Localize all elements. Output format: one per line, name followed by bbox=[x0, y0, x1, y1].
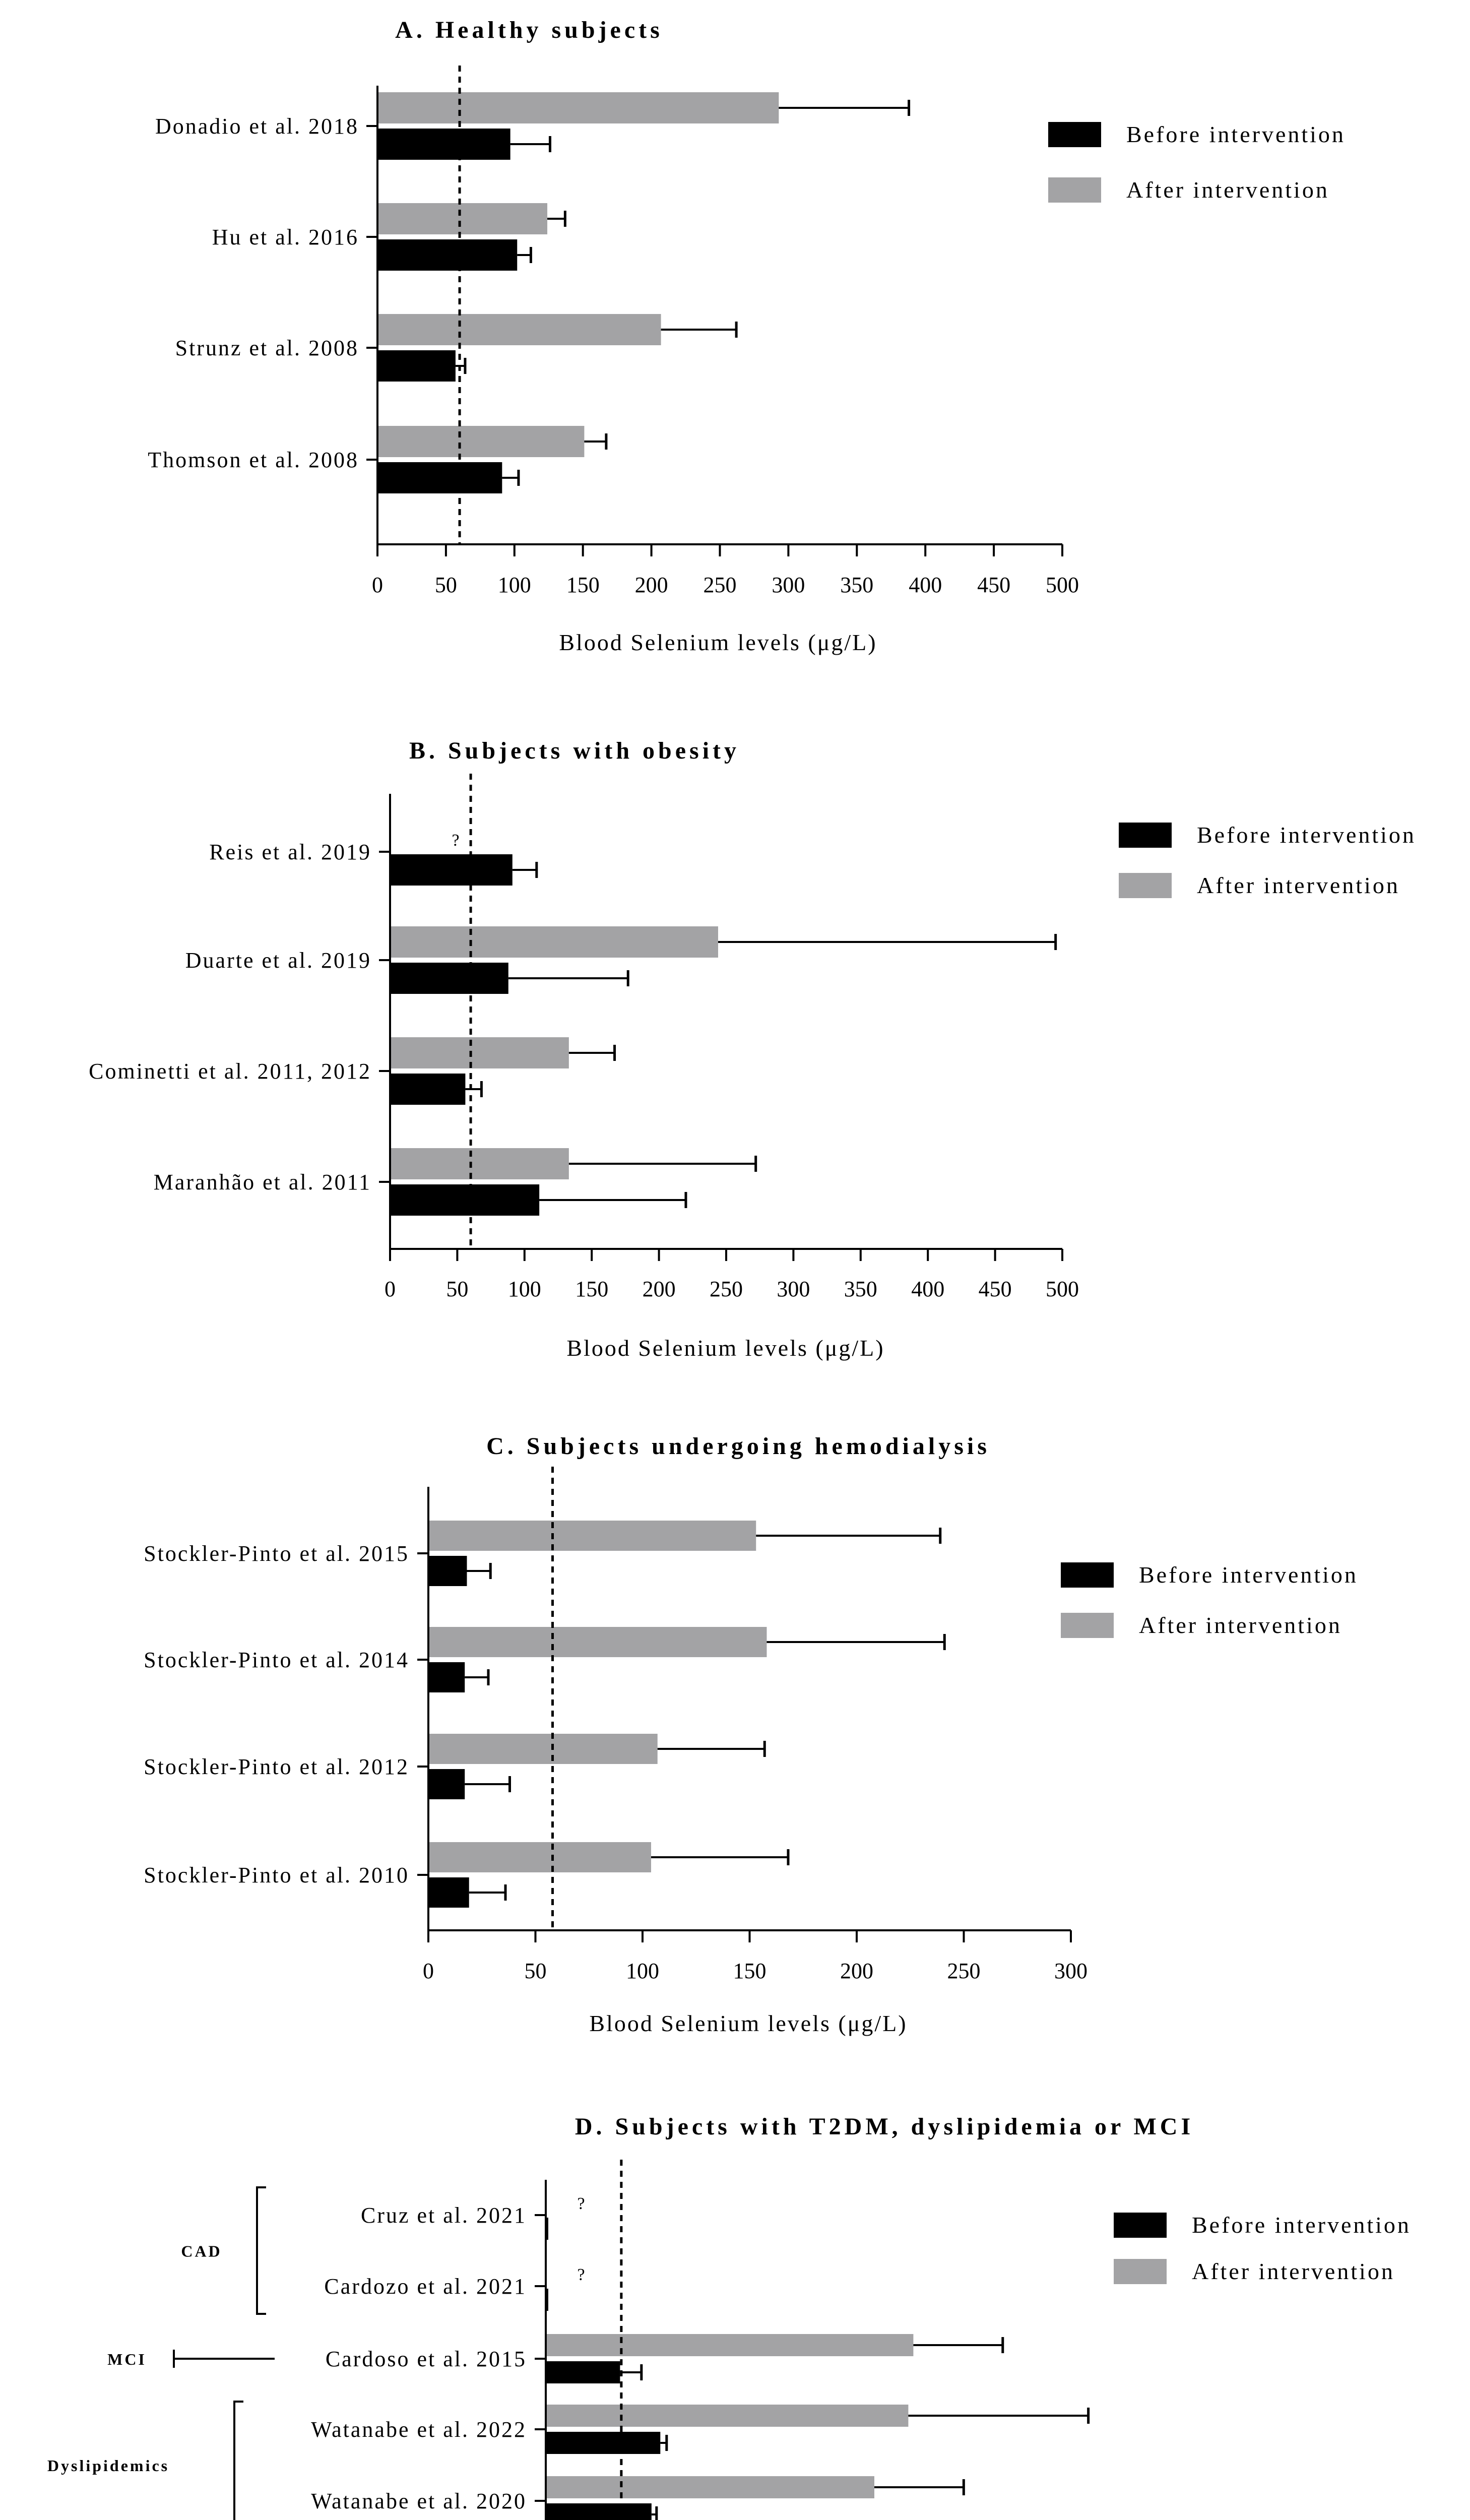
legend-label: After intervention bbox=[1197, 872, 1400, 898]
bar-before-intervention bbox=[428, 1662, 465, 1692]
group-label: CAD bbox=[181, 2242, 222, 2260]
legend-swatch-before bbox=[1114, 2213, 1167, 2238]
category-label: Cardoso et al. 2015 bbox=[325, 2347, 527, 2371]
category-label: Reis et al. 2019 bbox=[209, 840, 371, 864]
bar-before-intervention bbox=[390, 854, 513, 886]
x-tick-label: 350 bbox=[840, 573, 874, 597]
legend-label: Before intervention bbox=[1139, 1562, 1358, 1588]
x-tick-label: 400 bbox=[911, 1277, 945, 1301]
x-tick-label: 400 bbox=[909, 573, 942, 597]
bar-after-intervention bbox=[428, 1734, 658, 1764]
x-tick-label: 500 bbox=[1046, 1277, 1079, 1301]
bar-before-intervention bbox=[546, 2432, 660, 2454]
category-label: Watanabe et al. 2020 bbox=[311, 2489, 527, 2513]
legend-label: After intervention bbox=[1126, 177, 1329, 203]
legend-label: After intervention bbox=[1139, 1612, 1342, 1638]
category-label: Duarte et al. 2019 bbox=[185, 948, 371, 973]
category-label: Strunz et al. 2008 bbox=[175, 336, 359, 360]
x-tick-label: 0 bbox=[385, 1277, 396, 1301]
x-axis-label: Blood Selenium levels (μg/L) bbox=[589, 2010, 908, 2036]
chart-title: A. Healthy subjects bbox=[395, 17, 663, 43]
x-tick-label: 500 bbox=[1046, 573, 1079, 597]
bar-after-intervention bbox=[428, 1521, 756, 1551]
x-tick-label: 300 bbox=[777, 1277, 810, 1301]
bar-before-intervention bbox=[428, 1556, 467, 1586]
legend-swatch-after bbox=[1119, 873, 1172, 898]
bar-before-intervention bbox=[377, 129, 510, 160]
bar-before-intervention bbox=[390, 963, 508, 994]
group-bracket bbox=[234, 2402, 243, 2520]
legend-swatch-before bbox=[1119, 823, 1172, 848]
category-label: Cardozo et al. 2021 bbox=[324, 2274, 527, 2299]
bar-before-intervention bbox=[428, 1877, 469, 1908]
bar-after-intervention bbox=[390, 1148, 569, 1179]
group-label: Dyslipidemics bbox=[47, 2456, 170, 2475]
legend-swatch-before bbox=[1061, 1562, 1114, 1588]
bar-after-intervention bbox=[546, 2405, 908, 2427]
category-label: Cominetti et al. 2011, 2012 bbox=[89, 1059, 371, 1084]
x-tick-label: 50 bbox=[446, 1277, 469, 1301]
bar-before-intervention bbox=[546, 2361, 620, 2383]
category-label: Stockler-Pinto et al. 2010 bbox=[144, 1863, 409, 1887]
legend-label: Before intervention bbox=[1197, 822, 1416, 848]
chart-panel-a bbox=[148, 17, 1346, 655]
x-tick-label: 200 bbox=[642, 1277, 676, 1301]
bar-after-intervention bbox=[546, 2476, 874, 2498]
chart-panel-c bbox=[144, 1433, 1358, 2036]
bar-before-intervention bbox=[377, 239, 517, 271]
x-tick-label: 250 bbox=[703, 573, 737, 597]
legend-swatch-before bbox=[1048, 122, 1101, 147]
category-label: Stockler-Pinto et al. 2012 bbox=[144, 1754, 409, 1779]
x-tick-label: 50 bbox=[434, 573, 457, 597]
bar-after-intervention bbox=[377, 203, 547, 234]
x-tick-label: 100 bbox=[497, 573, 531, 597]
x-tick-label: 200 bbox=[634, 573, 668, 597]
x-tick-label: 50 bbox=[524, 1959, 547, 1983]
x-tick-label: 150 bbox=[566, 573, 600, 597]
category-label: Hu et al. 2016 bbox=[212, 225, 359, 249]
category-label: Thomson et al. 2008 bbox=[148, 448, 359, 472]
x-axis-label: Blood Selenium levels (μg/L) bbox=[566, 1335, 885, 1361]
legend-label: After intervention bbox=[1192, 2258, 1395, 2284]
bar-after-intervention bbox=[390, 926, 718, 958]
bar-after-intervention bbox=[377, 426, 584, 457]
bar-after-intervention bbox=[428, 1627, 767, 1657]
group-bracket bbox=[257, 2187, 266, 2314]
x-tick-label: 250 bbox=[710, 1277, 743, 1301]
category-label: Watanabe et al. 2022 bbox=[311, 2417, 527, 2442]
category-label: Maranhão et al. 2011 bbox=[153, 1170, 371, 1194]
x-tick-label: 450 bbox=[978, 1277, 1012, 1301]
legend-swatch-after bbox=[1114, 2259, 1167, 2284]
missing-value-annotation: ? bbox=[452, 831, 460, 850]
chart-panel-b bbox=[89, 737, 1416, 1361]
bar-before-intervention bbox=[546, 2503, 652, 2520]
x-axis-label: Blood Selenium levels (μg/L) bbox=[559, 629, 877, 655]
group-label: MCI bbox=[107, 2350, 147, 2368]
chart-title: B. Subjects with obesity bbox=[409, 737, 740, 764]
legend-label: Before intervention bbox=[1126, 121, 1346, 147]
bar-before-intervention bbox=[377, 350, 456, 382]
x-tick-label: 200 bbox=[840, 1959, 873, 1983]
missing-value-annotation: ? bbox=[577, 2194, 585, 2213]
x-tick-label: 450 bbox=[977, 573, 1011, 597]
bar-after-intervention bbox=[390, 1037, 569, 1068]
category-label: Stockler-Pinto et al. 2014 bbox=[144, 1648, 409, 1672]
chart-title: D. Subjects with T2DM, dyslipidemia or MCI bbox=[574, 2113, 1194, 2140]
x-tick-label: 350 bbox=[844, 1277, 877, 1301]
x-tick-label: 100 bbox=[626, 1959, 659, 1983]
chart-panel-d bbox=[47, 2113, 1411, 2520]
chart-title: C. Subjects undergoing hemodialysis bbox=[486, 1433, 990, 1460]
category-label: Stockler-Pinto et al. 2015 bbox=[144, 1541, 409, 1566]
x-tick-label: 250 bbox=[947, 1959, 981, 1983]
bar-after-intervention bbox=[546, 2334, 913, 2356]
legend-swatch-after bbox=[1048, 177, 1101, 203]
x-tick-label: 0 bbox=[372, 573, 383, 597]
bar-after-intervention bbox=[377, 92, 779, 123]
x-tick-label: 150 bbox=[733, 1959, 766, 1983]
x-tick-label: 300 bbox=[772, 573, 805, 597]
category-label: Cruz et al. 2021 bbox=[360, 2203, 527, 2228]
missing-value-annotation: ? bbox=[577, 2265, 585, 2284]
category-label: Donadio et al. 2018 bbox=[155, 114, 359, 139]
x-tick-label: 0 bbox=[423, 1959, 434, 1983]
bar-before-intervention bbox=[390, 1074, 465, 1105]
bar-before-intervention bbox=[377, 462, 502, 493]
x-tick-label: 300 bbox=[1054, 1959, 1088, 1983]
bar-before-intervention bbox=[390, 1184, 539, 1216]
bar-after-intervention bbox=[377, 314, 661, 345]
legend-label: Before intervention bbox=[1192, 2212, 1411, 2238]
x-tick-label: 150 bbox=[575, 1277, 609, 1301]
legend-swatch-after bbox=[1061, 1613, 1114, 1638]
x-tick-label: 100 bbox=[507, 1277, 541, 1301]
bar-after-intervention bbox=[428, 1842, 651, 1872]
bar-before-intervention bbox=[428, 1769, 465, 1799]
